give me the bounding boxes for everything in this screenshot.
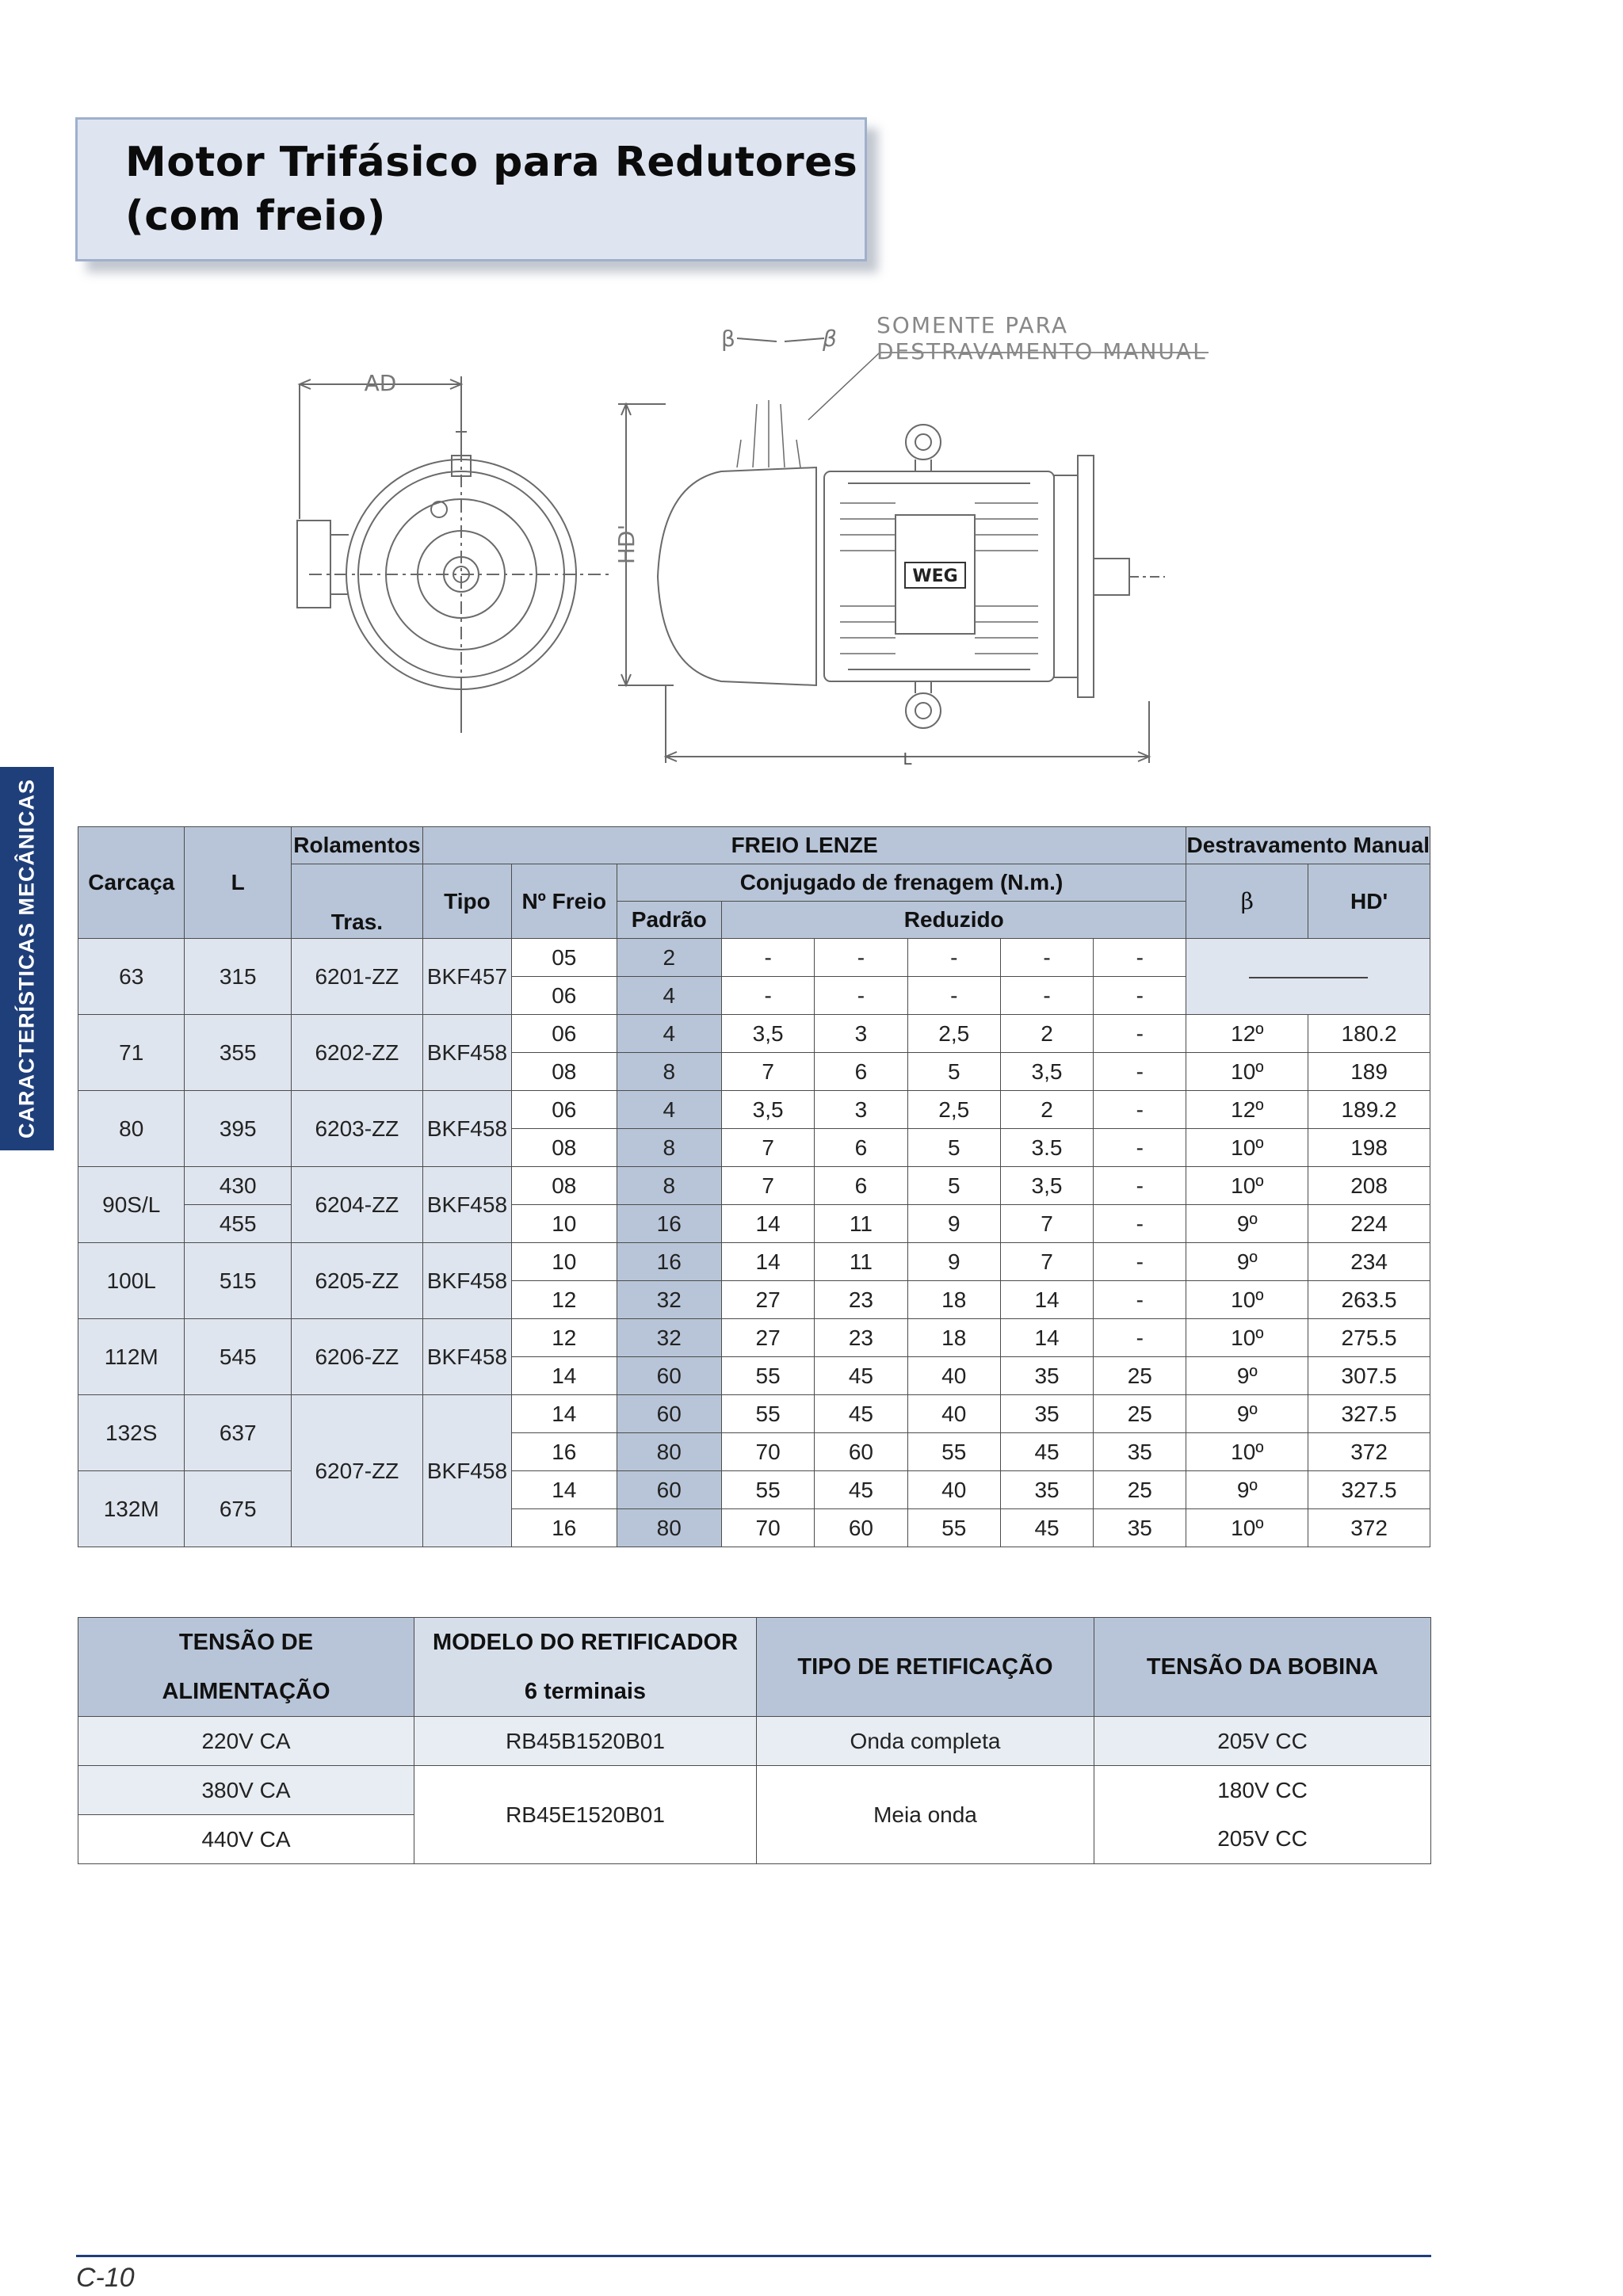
cell-padrao: 60 [617, 1357, 721, 1395]
cell-hd: 327.5 [1308, 1471, 1430, 1509]
cell-n-freio: 10 [512, 1243, 617, 1281]
cell-reduzido: 14 [1000, 1281, 1093, 1319]
cell-reduzido: 35 [1094, 1509, 1186, 1547]
cell-carcaca: 132S [78, 1395, 185, 1471]
cell-padrao: 16 [617, 1205, 721, 1243]
cell-reduzido: 3.5 [1000, 1129, 1093, 1167]
cell-n-freio: 16 [512, 1433, 617, 1471]
cell-reduzido: 2 [1000, 1015, 1093, 1053]
cell-reduzido: 70 [721, 1509, 814, 1547]
cell-n-freio: 16 [512, 1509, 617, 1547]
cell-l: 515 [185, 1243, 291, 1319]
table-row [78, 1243, 1430, 1281]
cell-rolamento: 6201-ZZ [291, 939, 422, 1015]
cell-l: 430 [185, 1167, 291, 1205]
cell-reduzido: - [1094, 1319, 1186, 1357]
cell-reduzido: 3,5 [721, 1091, 814, 1129]
cell-reduzido: - [1000, 939, 1093, 977]
cell-beta: 10º [1186, 1167, 1308, 1205]
header-freio-lenze: FREIO LENZE [422, 827, 1186, 864]
table-row [78, 1205, 1430, 1243]
cell-reduzido: 3,5 [1000, 1053, 1093, 1091]
cell-l: 637 [185, 1395, 291, 1471]
header-destravamento: Destravamento Manual [1186, 827, 1430, 864]
title-line-1: Motor Trifásico para Redutores [125, 139, 858, 186]
cell-hd: 208 [1308, 1167, 1430, 1205]
cell-hd: 263.5 [1308, 1281, 1430, 1319]
table-row [78, 1395, 1430, 1433]
header-modelo-retificador: MODELO DO RETIFICADOR 6 terminais [414, 1618, 757, 1717]
cell-reduzido: 14 [721, 1243, 814, 1281]
cell-padrao: 4 [617, 977, 721, 1015]
cell-n-freio: 10 [512, 1205, 617, 1243]
cell-tensao: 380V CA [78, 1766, 414, 1815]
cell-beta: 10º [1186, 1129, 1308, 1167]
cell-tipo: BKF458 [422, 1015, 511, 1091]
cell-reduzido: 3 [815, 1015, 907, 1053]
cell-tensao: 220V CA [78, 1717, 414, 1766]
cell-carcaca: 90S/L [78, 1167, 185, 1243]
cell-reduzido: 7 [721, 1129, 814, 1167]
cell-carcaca: 80 [78, 1091, 185, 1167]
cell-reduzido: 23 [815, 1281, 907, 1319]
cell-reduzido: - [1094, 977, 1186, 1015]
header-hd: HD' [1308, 864, 1430, 939]
cell-hd: 372 [1308, 1433, 1430, 1471]
cell-reduzido: 14 [1000, 1319, 1093, 1357]
table-row [78, 1471, 1430, 1509]
table-row [78, 1766, 1431, 1815]
cell-hd: 224 [1308, 1205, 1430, 1243]
section-side-tab [0, 767, 54, 1150]
cell-l: 455 [185, 1205, 291, 1243]
cell-padrao: 32 [617, 1281, 721, 1319]
cell-l: 355 [185, 1015, 291, 1091]
cell-reduzido: 6 [815, 1129, 907, 1167]
cell-reduzido: 45 [815, 1471, 907, 1509]
cell-hd: 180.2 [1308, 1015, 1430, 1053]
cell-hd: 372 [1308, 1509, 1430, 1547]
cell-padrao: 32 [617, 1319, 721, 1357]
cell-beta: 12º [1186, 1015, 1308, 1053]
cell-reduzido: - [721, 939, 814, 977]
cell-hd: 327.5 [1308, 1395, 1430, 1433]
table-row [78, 1167, 1430, 1205]
cell-reduzido: - [1094, 939, 1186, 977]
cell-reduzido: 5 [907, 1167, 1000, 1205]
cell-reduzido: 7 [1000, 1243, 1093, 1281]
cell-beta: 9º [1186, 1243, 1308, 1281]
label-hd: HD' [613, 524, 640, 565]
table-row [78, 1015, 1430, 1053]
cell-reduzido: 35 [1000, 1471, 1093, 1509]
cell-reduzido: - [1094, 1243, 1186, 1281]
cell-n-freio: 12 [512, 1281, 617, 1319]
cell-reduzido: 9 [907, 1243, 1000, 1281]
cell-carcaca: 63 [78, 939, 185, 1015]
cell-reduzido: - [1094, 1091, 1186, 1129]
cell-padrao: 8 [617, 1167, 721, 1205]
note-line-1: SOMENTE PARA [876, 312, 1069, 338]
cell-reduzido: 18 [907, 1281, 1000, 1319]
cell-reduzido: 7 [721, 1167, 814, 1205]
cell-reduzido: 35 [1094, 1433, 1186, 1471]
cell-rolamento: 6207-ZZ [291, 1395, 422, 1547]
cell-reduzido: 6 [815, 1053, 907, 1091]
cell-hd: 198 [1308, 1129, 1430, 1167]
cell-reduzido: - [815, 939, 907, 977]
cell-reduzido: - [721, 977, 814, 1015]
cell-carcaca: 112M [78, 1319, 185, 1395]
cell-beta: 9º [1186, 1205, 1308, 1243]
header-tipo-retificacao: TIPO DE RETIFICAÇÃO [757, 1618, 1094, 1717]
cell-tensao: 440V CA [78, 1815, 414, 1864]
cell-l: 675 [185, 1471, 291, 1547]
label-beta-left: β [721, 326, 735, 352]
cell-rolamento: 6203-ZZ [291, 1091, 422, 1167]
table-row [78, 1717, 1431, 1766]
cell-tipo: Meia onda [757, 1766, 1094, 1864]
cell-padrao: 2 [617, 939, 721, 977]
cell-reduzido: 55 [721, 1471, 814, 1509]
cell-reduzido: - [1094, 1167, 1186, 1205]
cell-reduzido: 45 [815, 1357, 907, 1395]
header-conjugado: Conjugado de frenagem (N.m.) [617, 864, 1186, 902]
brake-spec-table [78, 826, 1430, 1547]
cell-beta: 10º [1186, 1433, 1308, 1471]
cell-reduzido: 55 [907, 1509, 1000, 1547]
motor-side-view [658, 338, 1209, 728]
cell-rolamento: 6205-ZZ [291, 1243, 422, 1319]
cell-reduzido: 14 [721, 1205, 814, 1243]
cell-n-freio: 14 [512, 1471, 617, 1509]
cell-reduzido: - [907, 977, 1000, 1015]
cell-reduzido: 3 [815, 1091, 907, 1129]
header-padrao: Padrão [617, 902, 721, 939]
rectifier-table [78, 1617, 1431, 1864]
header-l: L [185, 827, 291, 939]
cell-reduzido: - [907, 939, 1000, 977]
cell-reduzido: 5 [907, 1129, 1000, 1167]
cell-not-applicable [1186, 939, 1430, 1015]
cell-tipo: Onda completa [757, 1717, 1094, 1766]
footer-rule [76, 2255, 1431, 2257]
header-reduzido: Reduzido [721, 902, 1186, 939]
cell-reduzido: 45 [1000, 1433, 1093, 1471]
cell-beta: 9º [1186, 1395, 1308, 1433]
cell-reduzido: 3,5 [1000, 1167, 1093, 1205]
cell-reduzido: 40 [907, 1395, 1000, 1433]
motor-front-view [297, 424, 610, 733]
cell-l: 545 [185, 1319, 291, 1395]
cell-reduzido: 35 [1000, 1395, 1093, 1433]
cell-bobina: 205V CC [1094, 1717, 1431, 1766]
weg-logo: WEG [912, 566, 958, 586]
cell-reduzido: 60 [815, 1433, 907, 1471]
header-tensao-alimentacao: TENSÃO DE ALIMENTAÇÃO [78, 1618, 414, 1717]
cell-bobina: 205V CC [1094, 1815, 1431, 1864]
cell-reduzido: 70 [721, 1433, 814, 1471]
cell-padrao: 80 [617, 1509, 721, 1547]
cell-padrao: 8 [617, 1129, 721, 1167]
cell-reduzido: 2,5 [907, 1015, 1000, 1053]
cell-n-freio: 08 [512, 1167, 617, 1205]
cell-carcaca: 100L [78, 1243, 185, 1319]
cell-tipo: BKF458 [422, 1091, 511, 1167]
cell-rolamento: 6204-ZZ [291, 1167, 422, 1243]
cell-reduzido: 7 [721, 1053, 814, 1091]
ad-dimension [300, 376, 461, 519]
table-row [78, 1319, 1430, 1357]
cell-padrao: 60 [617, 1395, 721, 1433]
cell-carcaca: 132M [78, 1471, 185, 1547]
cell-reduzido: - [1094, 1205, 1186, 1243]
cell-beta: 10º [1186, 1319, 1308, 1357]
cell-reduzido: 7 [1000, 1205, 1093, 1243]
cell-rolamento: 6206-ZZ [291, 1319, 422, 1395]
cell-beta: 10º [1186, 1281, 1308, 1319]
header-n-freio: Nº Freio [512, 864, 617, 939]
cell-n-freio: 12 [512, 1319, 617, 1357]
header-beta: β [1186, 864, 1308, 939]
page-number: C-10 [76, 2263, 135, 2293]
cell-reduzido: 9 [907, 1205, 1000, 1243]
cell-padrao: 16 [617, 1243, 721, 1281]
cell-hd: 189.2 [1308, 1091, 1430, 1129]
cell-beta: 9º [1186, 1357, 1308, 1395]
cell-padrao: 4 [617, 1091, 721, 1129]
cell-reduzido: - [1094, 1281, 1186, 1319]
cell-tipo: BKF458 [422, 1243, 511, 1319]
cell-carcaca: 71 [78, 1015, 185, 1091]
cell-n-freio: 14 [512, 1395, 617, 1433]
cell-n-freio: 06 [512, 977, 617, 1015]
cell-hd: 307.5 [1308, 1357, 1430, 1395]
table-row [78, 1091, 1430, 1129]
cell-reduzido: 2 [1000, 1091, 1093, 1129]
label-beta-right: β [823, 326, 837, 352]
header-tipo: Tipo [422, 864, 511, 939]
cell-reduzido: 6 [815, 1167, 907, 1205]
cell-reduzido: 2,5 [907, 1091, 1000, 1129]
cell-tipo: BKF458 [422, 1395, 511, 1547]
cell-reduzido: 35 [1000, 1357, 1093, 1395]
header-tensao-bobina: TENSÃO DA BOBINA [1094, 1618, 1431, 1717]
cell-reduzido: - [1094, 1015, 1186, 1053]
cell-reduzido: 27 [721, 1319, 814, 1357]
cell-padrao: 4 [617, 1015, 721, 1053]
title-line-2: (com freio) [125, 193, 386, 240]
cell-padrao: 80 [617, 1433, 721, 1471]
cell-reduzido: 55 [721, 1357, 814, 1395]
header-carcaca: Carcaça [78, 827, 185, 939]
cell-n-freio: 08 [512, 1053, 617, 1091]
cell-reduzido: 55 [721, 1395, 814, 1433]
cell-reduzido: 3,5 [721, 1015, 814, 1053]
title-box [75, 117, 867, 261]
cell-beta: 10º [1186, 1509, 1308, 1547]
cell-reduzido: 40 [907, 1471, 1000, 1509]
cell-rolamento: 6202-ZZ [291, 1015, 422, 1091]
cell-n-freio: 06 [512, 1015, 617, 1053]
cell-n-freio: 08 [512, 1129, 617, 1167]
cell-reduzido: 45 [815, 1395, 907, 1433]
cell-reduzido: - [815, 977, 907, 1015]
cell-padrao: 8 [617, 1053, 721, 1091]
cell-hd: 189 [1308, 1053, 1430, 1091]
cell-reduzido: 60 [815, 1509, 907, 1547]
cell-reduzido: 40 [907, 1357, 1000, 1395]
cell-tipo: BKF458 [422, 1319, 511, 1395]
cell-hd: 275.5 [1308, 1319, 1430, 1357]
cell-reduzido: 18 [907, 1319, 1000, 1357]
cell-reduzido: 11 [815, 1243, 907, 1281]
cell-n-freio: 14 [512, 1357, 617, 1395]
label-l: L [903, 749, 912, 769]
cell-reduzido: 23 [815, 1319, 907, 1357]
cell-reduzido: - [1094, 1129, 1186, 1167]
cell-reduzido: 11 [815, 1205, 907, 1243]
cell-reduzido: - [1094, 1053, 1186, 1091]
cell-l: 315 [185, 939, 291, 1015]
cell-modelo: RB45B1520B01 [414, 1717, 757, 1766]
header-rolamentos: Rolamentos [291, 827, 422, 864]
cell-reduzido: 5 [907, 1053, 1000, 1091]
cell-l: 395 [185, 1091, 291, 1167]
cell-beta: 10º [1186, 1053, 1308, 1091]
header-tras: Tras. [291, 864, 422, 939]
cell-bobina: 180V CC [1094, 1766, 1431, 1815]
cell-padrao: 60 [617, 1471, 721, 1509]
cell-n-freio: 05 [512, 939, 617, 977]
cell-reduzido: 25 [1094, 1357, 1186, 1395]
motor-technical-drawing [262, 305, 1244, 772]
cell-reduzido: 25 [1094, 1395, 1186, 1433]
label-ad: AD [364, 370, 397, 396]
note-line-2: DESTRAVAMENTO MANUAL [876, 338, 1207, 364]
cell-hd: 234 [1308, 1243, 1430, 1281]
cell-reduzido: 55 [907, 1433, 1000, 1471]
table-row [78, 939, 1430, 977]
cell-tipo: BKF457 [422, 939, 511, 1015]
page-title [125, 135, 857, 243]
cell-modelo: RB45E1520B01 [414, 1766, 757, 1864]
cell-reduzido: 45 [1000, 1509, 1093, 1547]
cell-reduzido: - [1000, 977, 1093, 1015]
cell-beta: 9º [1186, 1471, 1308, 1509]
side-tab-label: CARACTERÍSTICAS MECÂNICAS [14, 778, 39, 1139]
cell-reduzido: 25 [1094, 1471, 1186, 1509]
cell-n-freio: 06 [512, 1091, 617, 1129]
cell-beta: 12º [1186, 1091, 1308, 1129]
cell-tipo: BKF458 [422, 1167, 511, 1243]
cell-reduzido: 27 [721, 1281, 814, 1319]
